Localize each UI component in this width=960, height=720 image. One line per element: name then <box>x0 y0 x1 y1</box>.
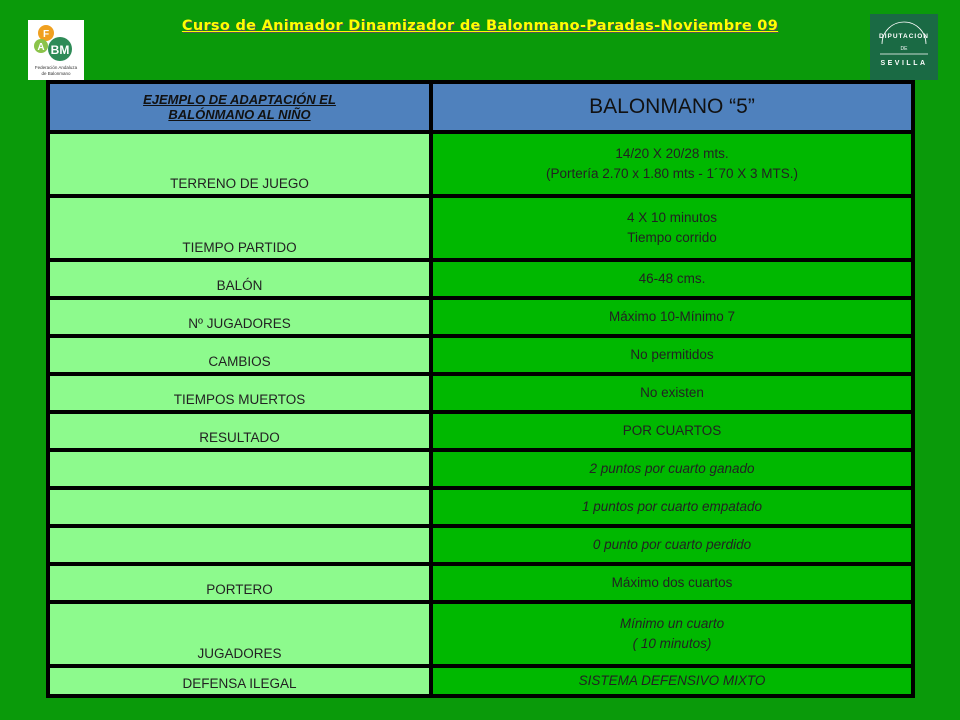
row-value-line: POR CUARTOS <box>622 423 722 438</box>
row-value-defensa <box>433 668 911 694</box>
row-label-terreno: TERRENO DE JUEGO <box>50 134 429 194</box>
row-value-line: Mínimo un cuarto <box>619 616 725 631</box>
row-value-ganado <box>433 452 911 486</box>
logo-de-text: DE <box>900 46 908 52</box>
fabm-logo <box>28 20 84 80</box>
row-label-tiempos-muertos: TIEMPOS MUERTOS <box>50 376 429 410</box>
row-value-tiempos-muertos <box>433 376 911 410</box>
row-value-resultado <box>433 414 911 448</box>
row-value-line: No existen <box>640 385 704 400</box>
row-value-jugadores-num <box>433 300 911 334</box>
row-value-terreno <box>433 134 911 194</box>
table-header-left <box>50 84 429 130</box>
row-label-jugadores-num: Nº JUGADORES <box>50 300 429 334</box>
row-value-balon <box>433 262 911 296</box>
row-value-portero <box>433 566 911 600</box>
row-value-line: 2 puntos por cuarto ganado <box>589 461 755 476</box>
logo-letter-a: A <box>37 42 45 53</box>
row-label-resultado: RESULTADO <box>50 414 429 448</box>
row-label-cambios: CAMBIOS <box>50 338 429 372</box>
row-value-jugadores <box>433 604 911 664</box>
row-value-line: SISTEMA DEFENSIVO MIXTO <box>578 673 766 688</box>
logo-caption-1: Federación Andaluza <box>34 65 78 70</box>
row-label-defensa: DEFENSA ILEGAL <box>50 668 429 694</box>
row-value-line: (Portería 2.70 x 1.80 mts - 1´70 X 3 MTS.) <box>545 166 799 181</box>
logo-diputacion-text: DIPUTACION <box>879 33 929 40</box>
row-value-perdido <box>433 528 911 562</box>
page-title: Curso de Animador Dinamizador de Balonmano-Paradas-Noviembre 09 <box>181 18 779 34</box>
adaptation-table <box>46 80 915 698</box>
row-label-portero: PORTERO <box>50 566 429 600</box>
row-value-line: Máximo dos cuartos <box>611 575 733 590</box>
row-label-empty-3 <box>50 528 429 562</box>
row-value-line: 1 puntos por cuarto empatado <box>581 499 763 514</box>
row-label-empty-2 <box>50 490 429 524</box>
row-value-cambios <box>433 338 911 372</box>
row-value-line: ( 10 minutos) <box>632 636 712 651</box>
row-value-line: No permitidos <box>630 347 714 362</box>
row-label-empty-1 <box>50 452 429 486</box>
row-value-line: 4 X 10 minutos <box>626 210 718 225</box>
row-value-empatado <box>433 490 911 524</box>
header-left-line-1: EJEMPLO DE ADAPTACIÓN EL <box>143 92 336 107</box>
row-value-line: Máximo 10-Mínimo 7 <box>608 309 736 324</box>
row-value-line: 0 punto por cuarto perdido <box>592 537 752 552</box>
row-value-line: 14/20 X 20/28 mts. <box>615 146 729 161</box>
row-value-line: Tiempo corrido <box>627 230 717 245</box>
logo-letter-f: F <box>42 29 50 40</box>
row-label-tiempo: TIEMPO PARTIDO <box>50 198 429 258</box>
logo-caption-2: de Balonmano <box>41 71 71 76</box>
row-value-line: 46-48 cms. <box>638 271 706 286</box>
row-value-tiempo <box>433 198 911 258</box>
row-label-jugadores: JUGADORES <box>50 604 429 664</box>
row-label-balon: BALÓN <box>50 262 429 296</box>
logo-letters-bm: BM <box>50 43 70 57</box>
header-left-line-2: BALÓNMANO AL NIÑO <box>168 107 311 122</box>
table-header-right: BALONMANO “5” <box>433 84 911 130</box>
diputacion-sevilla-logo <box>870 14 938 80</box>
logo-sevilla-text: SEVILLA <box>880 60 928 67</box>
